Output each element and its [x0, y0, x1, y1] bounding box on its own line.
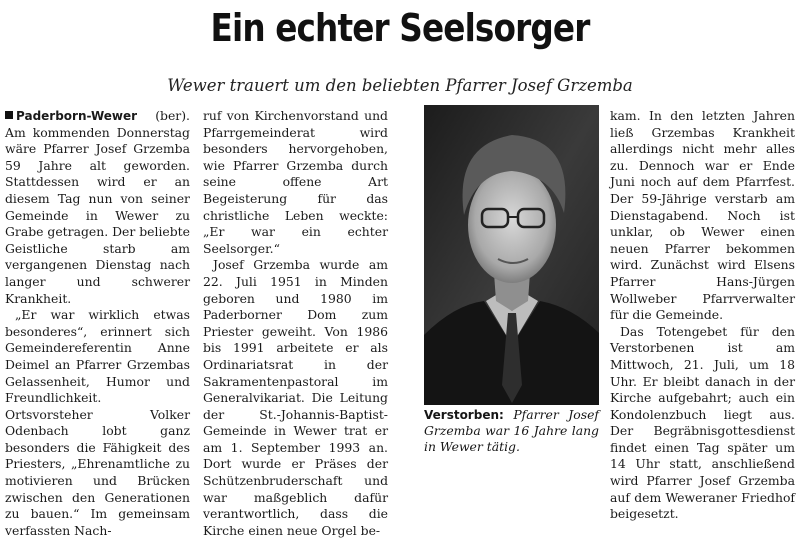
portrait-photo: [424, 105, 599, 405]
portrait-image: [424, 105, 599, 405]
paragraph: Josef Grzemba wurde am 22. Juli 1951 in Minden geboren und 1980 im Paderborner Dom zum Priester geweiht. Von 1986 bis 1991 arbeitete er als Ordinariatsrat in der Sakramentenpastoral im Generalvikariat. Die Leitung der St.-Johannis-Baptist-Gemeinde in Wewer trat er am 1. September 1993 an. Dort wurde er Präses der Schützenbruderschaft und war maßgeblich dafür verantwortlich, dass die Kirche einen neue Orgel be-: [203, 257, 388, 538]
paragraph: Das Totengebet für den Verstorbenen ist am Mittwoch, 21. Juli, um 18 Uhr. Er bleibt danach in der Kirche aufgebahrt; auch ein Kondolenzbuch liegt aus. Der Begräbnisgottesdienst findet einen Tag später um 14 Uhr statt, anschließend wird Pfarrer Josef Grzemba auf dem Weweraner Friedhof beigesetzt.: [610, 323, 795, 522]
headline: Ein echter Seelsorger: [210, 6, 590, 50]
column-2: [203, 108, 388, 539]
paragraph-text: Am kommenden Donnerstag wäre Pfarrer Josef Grzemba 59 Jahre alt geworden. Stattdessen wird er an diesem Tag nun von seiner Gemeinde in Wewer zu Grabe getragen. Der beliebte Geistliche starb am vergangenen Dienstag nach langer und schwerer Krankheit.: [5, 124, 190, 306]
caption-lead: Verstorben:: [424, 408, 504, 422]
paragraph: „Er war wirklich etwas besonderes“, erinnert sich Gemeindereferentin Anne Deimel an Pfarrer Grzembas Gelassenheit, Humor und Freundlichkeit. Ortsvorsteher Volker Odenbach lobt ganz besonders die Fähigkeit des Priesters, „Ehrenamtliche zu motivieren und Brücken zwischen den Generationen zu bauen.“ Im gemeinsam verfassten Nach-: [5, 307, 190, 538]
square-bullet-icon: [5, 111, 13, 119]
subheadline: Wewer trauert um den beliebten Pfarrer Josef Grzemba: [167, 76, 633, 95]
paragraph: ruf von Kirchenvorstand und Pfarrgemeinderat wird besonders hervorgehoben, wie Pfarrer Grzemba durch seine offene Art Begeisterung für das christliche Leben weckte: „Er war ein echter Seelsorger.“: [203, 108, 388, 256]
dateline-place: Paderborn-Wewer: [16, 109, 138, 123]
paragraph: kam. In den letzten Jahren ließ Grzembas Krankheit allerdings nicht mehr alles zu. Dennoch war er Ende Juni noch auf dem Pfarrfest. Der 59-Jährige verstarb am Dienstagabend. Noch ist unklar, ob Wewer einen neuen Pfarrer bekommen wird. Zunächst wird Elsens Pfarrer Hans-Jürgen Wollweber Pfarrverwalter für die Gemeinde.: [610, 108, 795, 323]
caption-text: Pfarrer Josef Grzemba war 16 Jahre lang in Wewer tätig.: [424, 407, 599, 454]
column-4: [610, 108, 795, 523]
photo-caption: [424, 407, 599, 455]
column-1: [5, 108, 190, 539]
dateline-tag: (ber).: [155, 108, 190, 123]
first-paragraph: [5, 108, 190, 307]
